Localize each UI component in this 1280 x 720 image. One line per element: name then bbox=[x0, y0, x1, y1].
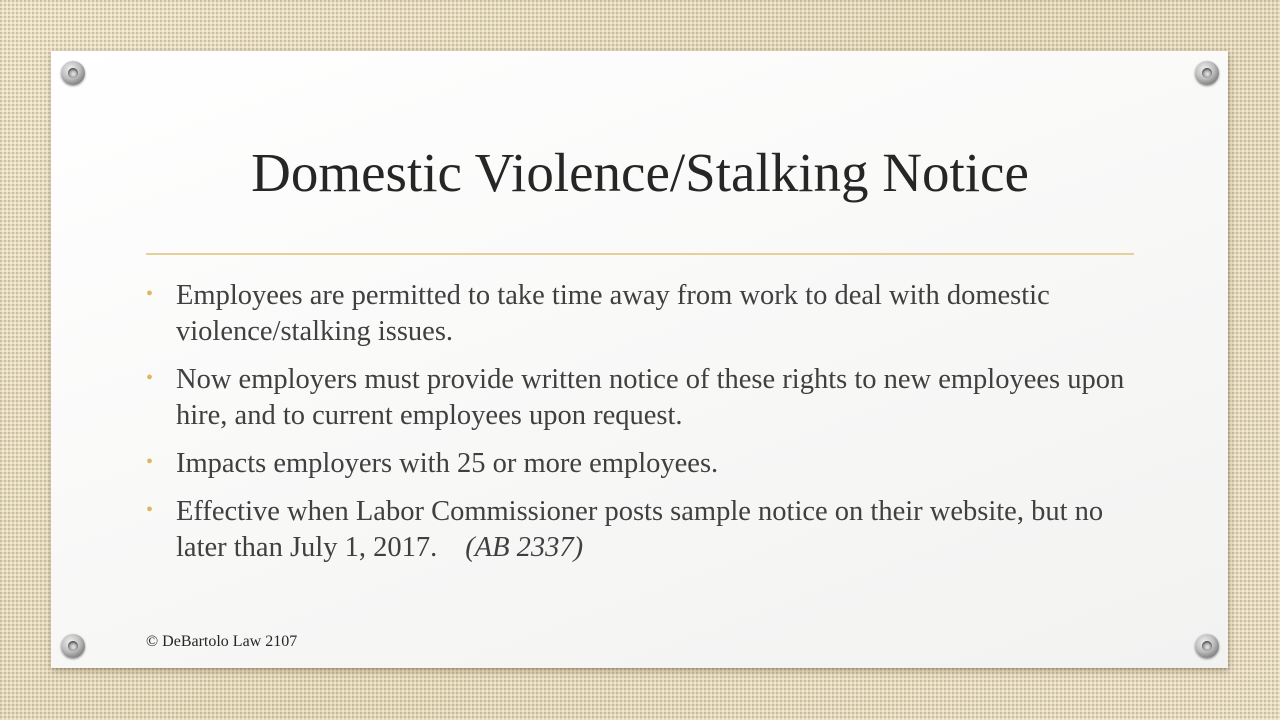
bullet-item bbox=[146, 278, 1136, 350]
copyright-footer: © DeBartolo Law 2107 bbox=[146, 633, 298, 650]
bullet-text: Employees are permitted to take time away from work to deal with domestic violence/stalking issues. bbox=[176, 280, 1050, 347]
bullet-text: Effective when Labor Commissioner posts sample notice on their website, but no later than July 1, 2017. bbox=[176, 496, 1104, 563]
grommet-bottom-left-icon bbox=[61, 634, 85, 658]
bill-citation: (AB 2337) bbox=[465, 532, 584, 563]
grommet-top-left-icon bbox=[61, 61, 85, 85]
grommet-top-right-icon bbox=[1195, 61, 1219, 85]
bullet-icon: • bbox=[146, 367, 154, 389]
bullet-item bbox=[146, 494, 1136, 566]
bullet-text: Impacts employers with 25 or more employees. bbox=[176, 448, 719, 479]
bullet-item bbox=[146, 446, 1136, 482]
bullet-text: Now employers must provide written notice of these rights to new employees upon hire, and to current employees upon request. bbox=[176, 364, 1125, 431]
bullet-list bbox=[146, 278, 1136, 578]
slide-title: Domestic Violence/Stalking Notice bbox=[251, 142, 1029, 203]
bullet-icon: • bbox=[146, 283, 154, 305]
bullet-item bbox=[146, 362, 1136, 434]
bullet-icon: • bbox=[146, 499, 154, 521]
bullet-icon: • bbox=[146, 451, 154, 473]
grommet-bottom-right-icon bbox=[1195, 634, 1219, 658]
title-divider bbox=[146, 253, 1134, 255]
